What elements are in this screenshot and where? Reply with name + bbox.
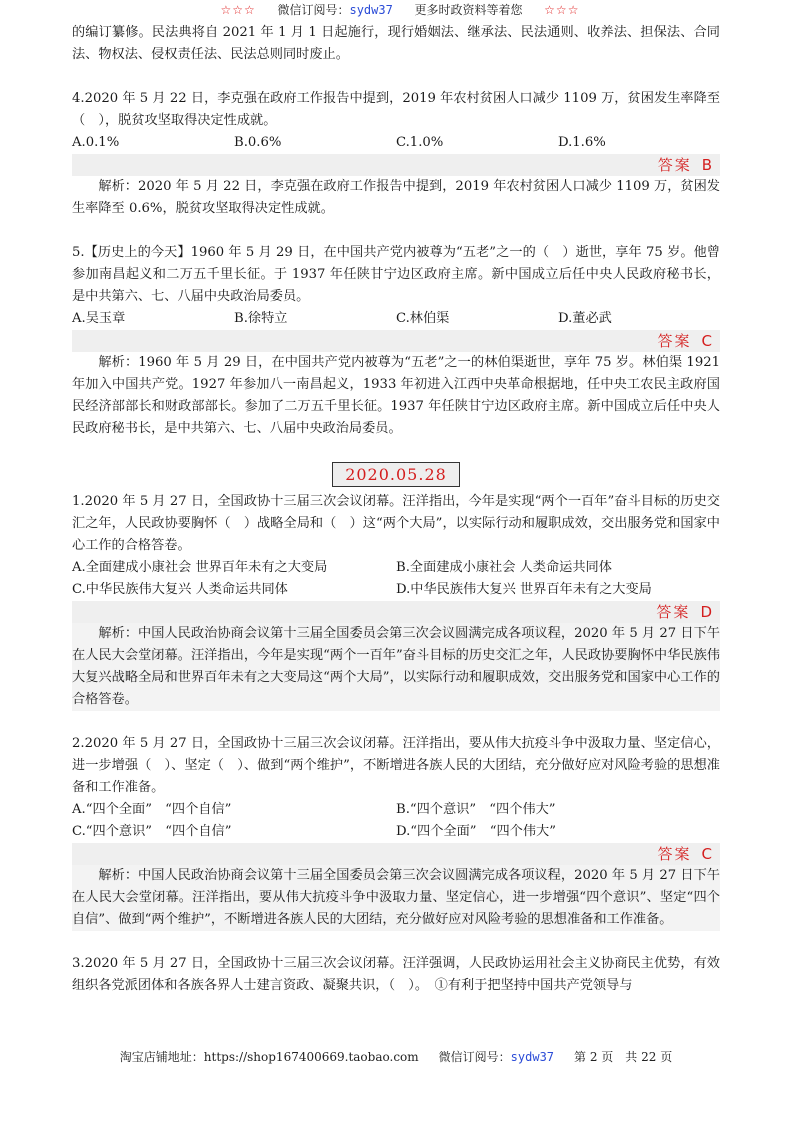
question-1-text: 1.2020 年 5 月 27 日，全国政协十三届三次会议闭幕。汪洋指出，今年是实现“两个一百年”奋斗目标的历史交汇之年，人民政协要胸怀（ ）战略全局和（ ）这“两个大局”，以实际行动和履职成效，交出服务党和国家中心工作的合格答卷。	[72, 494, 720, 553]
option-c: C.林伯渠	[396, 311, 450, 326]
option-a: A.吴玉章	[72, 311, 126, 326]
question-4-explanation: 解析：2020 年 5 月 22 日，李克强在政府工作报告中提到，2019 年农村贫困人口减少 1109 万，贫困发生率降至 0.6%，脱贫攻坚取得决定性成就。	[72, 179, 720, 216]
option-a: A.全面建成小康社会 世界百年未有之大变局	[72, 560, 328, 575]
question-4-answer	[72, 154, 720, 176]
stars-left: ☆☆☆	[220, 3, 256, 17]
question-5-text: 5.【历史上的今天】1960 年 5 月 29 日，在中国共产党内被尊为“五老”之一的（ ）逝世，享年 75 岁。他曾参加南昌起义和二万五千里长征。于 1937 年任陕甘宁边区政府主席。新中国成立后任中央人民政府秘书长，是中共第六、七、八届中央政治局委员。	[72, 245, 720, 304]
footer-wechat	[439, 1048, 554, 1066]
option-b: B.全面建成小康社会 人类命运共同体	[396, 560, 612, 575]
option-a: A.“四个全面” “四个自信”	[72, 802, 232, 817]
question-1-explanation: 解析：中国人民政治协商会议第十三届全国委员会第三次会议圆满完成各项议程，2020 年 5 月 27 日下午在人民大会堂闭幕。汪洋指出，今年是实现“两个一百年”奋斗目标的历史交汇之年，人民政协要胸怀中华民族伟大复兴战略全局和世界百年未有之大变局这“两个大局”，以实际行动和履职成效，交出服务党和国家中心工作的合格答卷。	[72, 623, 720, 711]
answer-label: 答案	[657, 156, 692, 174]
question-2-options-row2	[72, 821, 720, 843]
question-5-answer	[72, 330, 720, 352]
option-a: A.0.1%	[72, 135, 120, 150]
option-c: C.“四个意识” “四个自信”	[72, 824, 232, 839]
wechat-account: sydw37	[349, 3, 393, 17]
page-footer	[72, 1048, 720, 1066]
footer-wechat-label: 微信订阅号：	[438, 1050, 511, 1064]
page-number: 第 2 页 共 22 页	[574, 1050, 673, 1064]
page-content	[72, 22, 720, 997]
footer-wechat-account: sydw37	[510, 1050, 555, 1064]
option-b: B.0.6%	[234, 135, 282, 150]
header-tagline: 更多时政资料等着您	[414, 3, 523, 17]
question-3-text: 3.2020 年 5 月 27 日，全国政协十三届三次会议闭幕。汪洋强调，人民政协运用社会主义协商民主优势，有效组织各党派团体和各族各界人士建言资政、凝聚共识，（ ）。 ①有利于把坚持中国共产党领导与	[72, 956, 720, 993]
question-2-options-row1	[72, 799, 720, 821]
stars-right: ☆☆☆	[544, 3, 580, 17]
question-2-answer	[72, 843, 720, 865]
option-d: D.中华民族伟大复兴 世界百年未有之大变局	[396, 582, 652, 597]
option-c: C.1.0%	[396, 135, 444, 150]
question-4-options	[72, 132, 720, 154]
answer-letter: C	[701, 845, 714, 863]
intro-text: 的编订纂修。民法典将自 2021 年 1 月 1 日起施行，现行婚姻法、继承法、民法通则、收养法、担保法、合同法、物权法、侵权责任法、民法总则同时废止。	[72, 25, 720, 62]
option-d: D.“四个全面” “四个伟大”	[396, 824, 556, 839]
page-header	[0, 0, 800, 20]
question-2-text: 2.2020 年 5 月 27 日，全国政协十三届三次会议闭幕。汪洋指出，要从伟大抗疫斗争中汲取力量、坚定信心，进一步增强（ ）、坚定（ ）、做到“两个维护”，不断增进各族人民的大团结，充分做好应对风险考验的思想准备和工作准备。	[72, 736, 720, 795]
answer-letter: B	[701, 156, 714, 174]
date-heading: 2020.05.28	[332, 462, 460, 487]
question-2-explanation: 解析：中国人民政治协商会议第十三届全国委员会第三次会议圆满完成各项议程，2020 年 5 月 27 日下午在人民大会堂闭幕。汪洋指出，要从伟大抗疫斗争中汲取力量、坚定信心，进一步增强“四个意识”、坚定“四个自信”、做到“两个维护”，不断增进各族人民的大团结，充分做好应对风险考验的思想准备和工作准备。	[72, 865, 720, 931]
question-1-options-row1	[72, 557, 720, 579]
option-c: C.中华民族伟大复兴 人类命运共同体	[72, 582, 288, 597]
option-d: D.1.6%	[558, 135, 606, 150]
question-5-options	[72, 308, 720, 330]
answer-label: 答案	[657, 332, 692, 350]
option-d: D.董必武	[558, 311, 612, 326]
question-5-explanation: 解析：1960 年 5 月 29 日，在中国共产党内被尊为“五老”之一的林伯渠逝世，享年 75 岁。林伯渠 1921 年加入中国共产党。1927 年参加八一南昌起义，1933 年初进入江西中央革命根据地，任中央工农民主政府国民经济部部长和财政部部长。参加了二万五千里长征。1937 年任陕甘宁边区政府主席。新中国成立后任中央人民政府秘书长，是中共第六、七、八届中央政治局委员。	[72, 355, 720, 436]
answer-letter: C	[701, 332, 714, 350]
answer-label: 答案	[656, 603, 691, 621]
date-heading-wrap	[72, 462, 720, 487]
option-b: B.“四个意识” “四个伟大”	[396, 802, 556, 817]
option-b: B.徐特立	[234, 311, 288, 326]
shop-address: 淘宝店铺地址：https://shop167400669.taobao.com	[119, 1050, 419, 1064]
question-1-answer	[72, 601, 720, 623]
question-1-options-row2	[72, 579, 720, 601]
question-4-text: 4.2020 年 5 月 22 日，李克强在政府工作报告中提到，2019 年农村贫困人口减少 1109 万，贫困发生率降至（ ），脱贫攻坚取得决定性成就。	[72, 91, 720, 128]
wechat-label: 微信订阅号：	[277, 3, 350, 17]
answer-label: 答案	[657, 845, 692, 863]
answer-letter: D	[700, 603, 714, 621]
